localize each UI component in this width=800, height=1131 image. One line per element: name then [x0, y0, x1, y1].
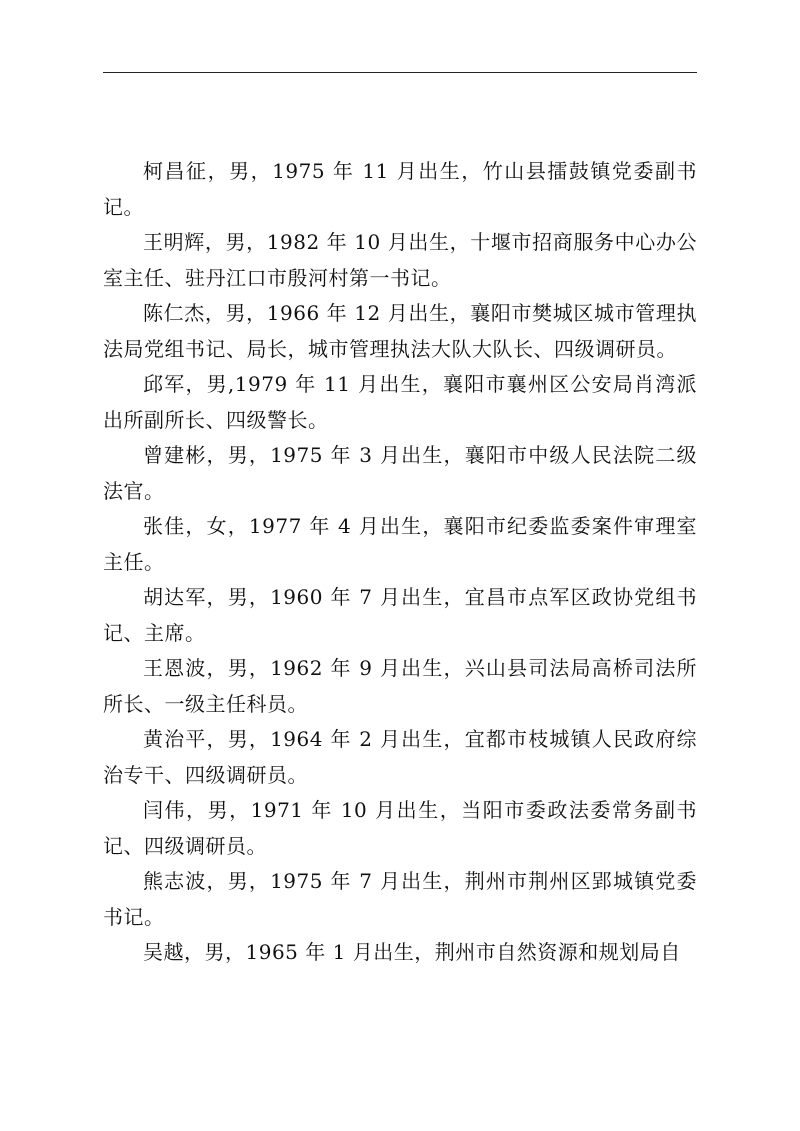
- person-entry-8: 王恩波，男，1962 年 9 月出生，兴山县司法局高桥司法所所长、一级主任科员。: [103, 656, 697, 716]
- person-entry-12: 吴越，男，1965 年 1 月出生，荆州市自然资源和规划局自: [143, 940, 681, 964]
- person-entry-4: 邱军，男,1979 年 11 月出生，襄阳市襄州区公安局肖湾派出所副所长、四级警长。: [103, 372, 697, 432]
- person-entry-11: 熊志波，男，1975 年 7 月出生，荆州市荆州区郢城镇党委书记。: [103, 869, 697, 929]
- header-rule: [103, 72, 697, 73]
- person-entry-7: 胡达军，男，1960 年 7 月出生，宜昌市点军区政协党组书记、主席。: [103, 585, 697, 645]
- person-entry-5: 曾建彬，男，1975 年 3 月出生，襄阳市中级人民法院二级法官。: [103, 443, 697, 503]
- person-entry-1: 柯昌征，男，1975 年 11 月出生，竹山县擂鼓镇党委副书记。: [103, 159, 697, 219]
- person-entry-6: 张佳，女，1977 年 4 月出生，襄阳市纪委监委案件审理室主任。: [103, 514, 697, 574]
- person-entry-3: 陈仁杰，男，1966 年 12 月出生，襄阳市樊城区城市管理执法局党组书记、局长，城市管理执法大队大队长、四级调研员。: [103, 301, 697, 361]
- person-entry-9: 黄治平，男，1964 年 2 月出生，宜都市枝城镇人民政府综治专干、四级调研员。: [103, 727, 697, 787]
- person-entry-2: 王明辉，男，1982 年 10 月出生，十堰市招商服务中心办公室主任、驻丹江口市殷河村第一书记。: [103, 230, 697, 290]
- document-body: [103, 154, 697, 971]
- person-entry-10: 闫伟，男，1971 年 10 月出生，当阳市委政法委常务副书记、四级调研员。: [103, 798, 697, 858]
